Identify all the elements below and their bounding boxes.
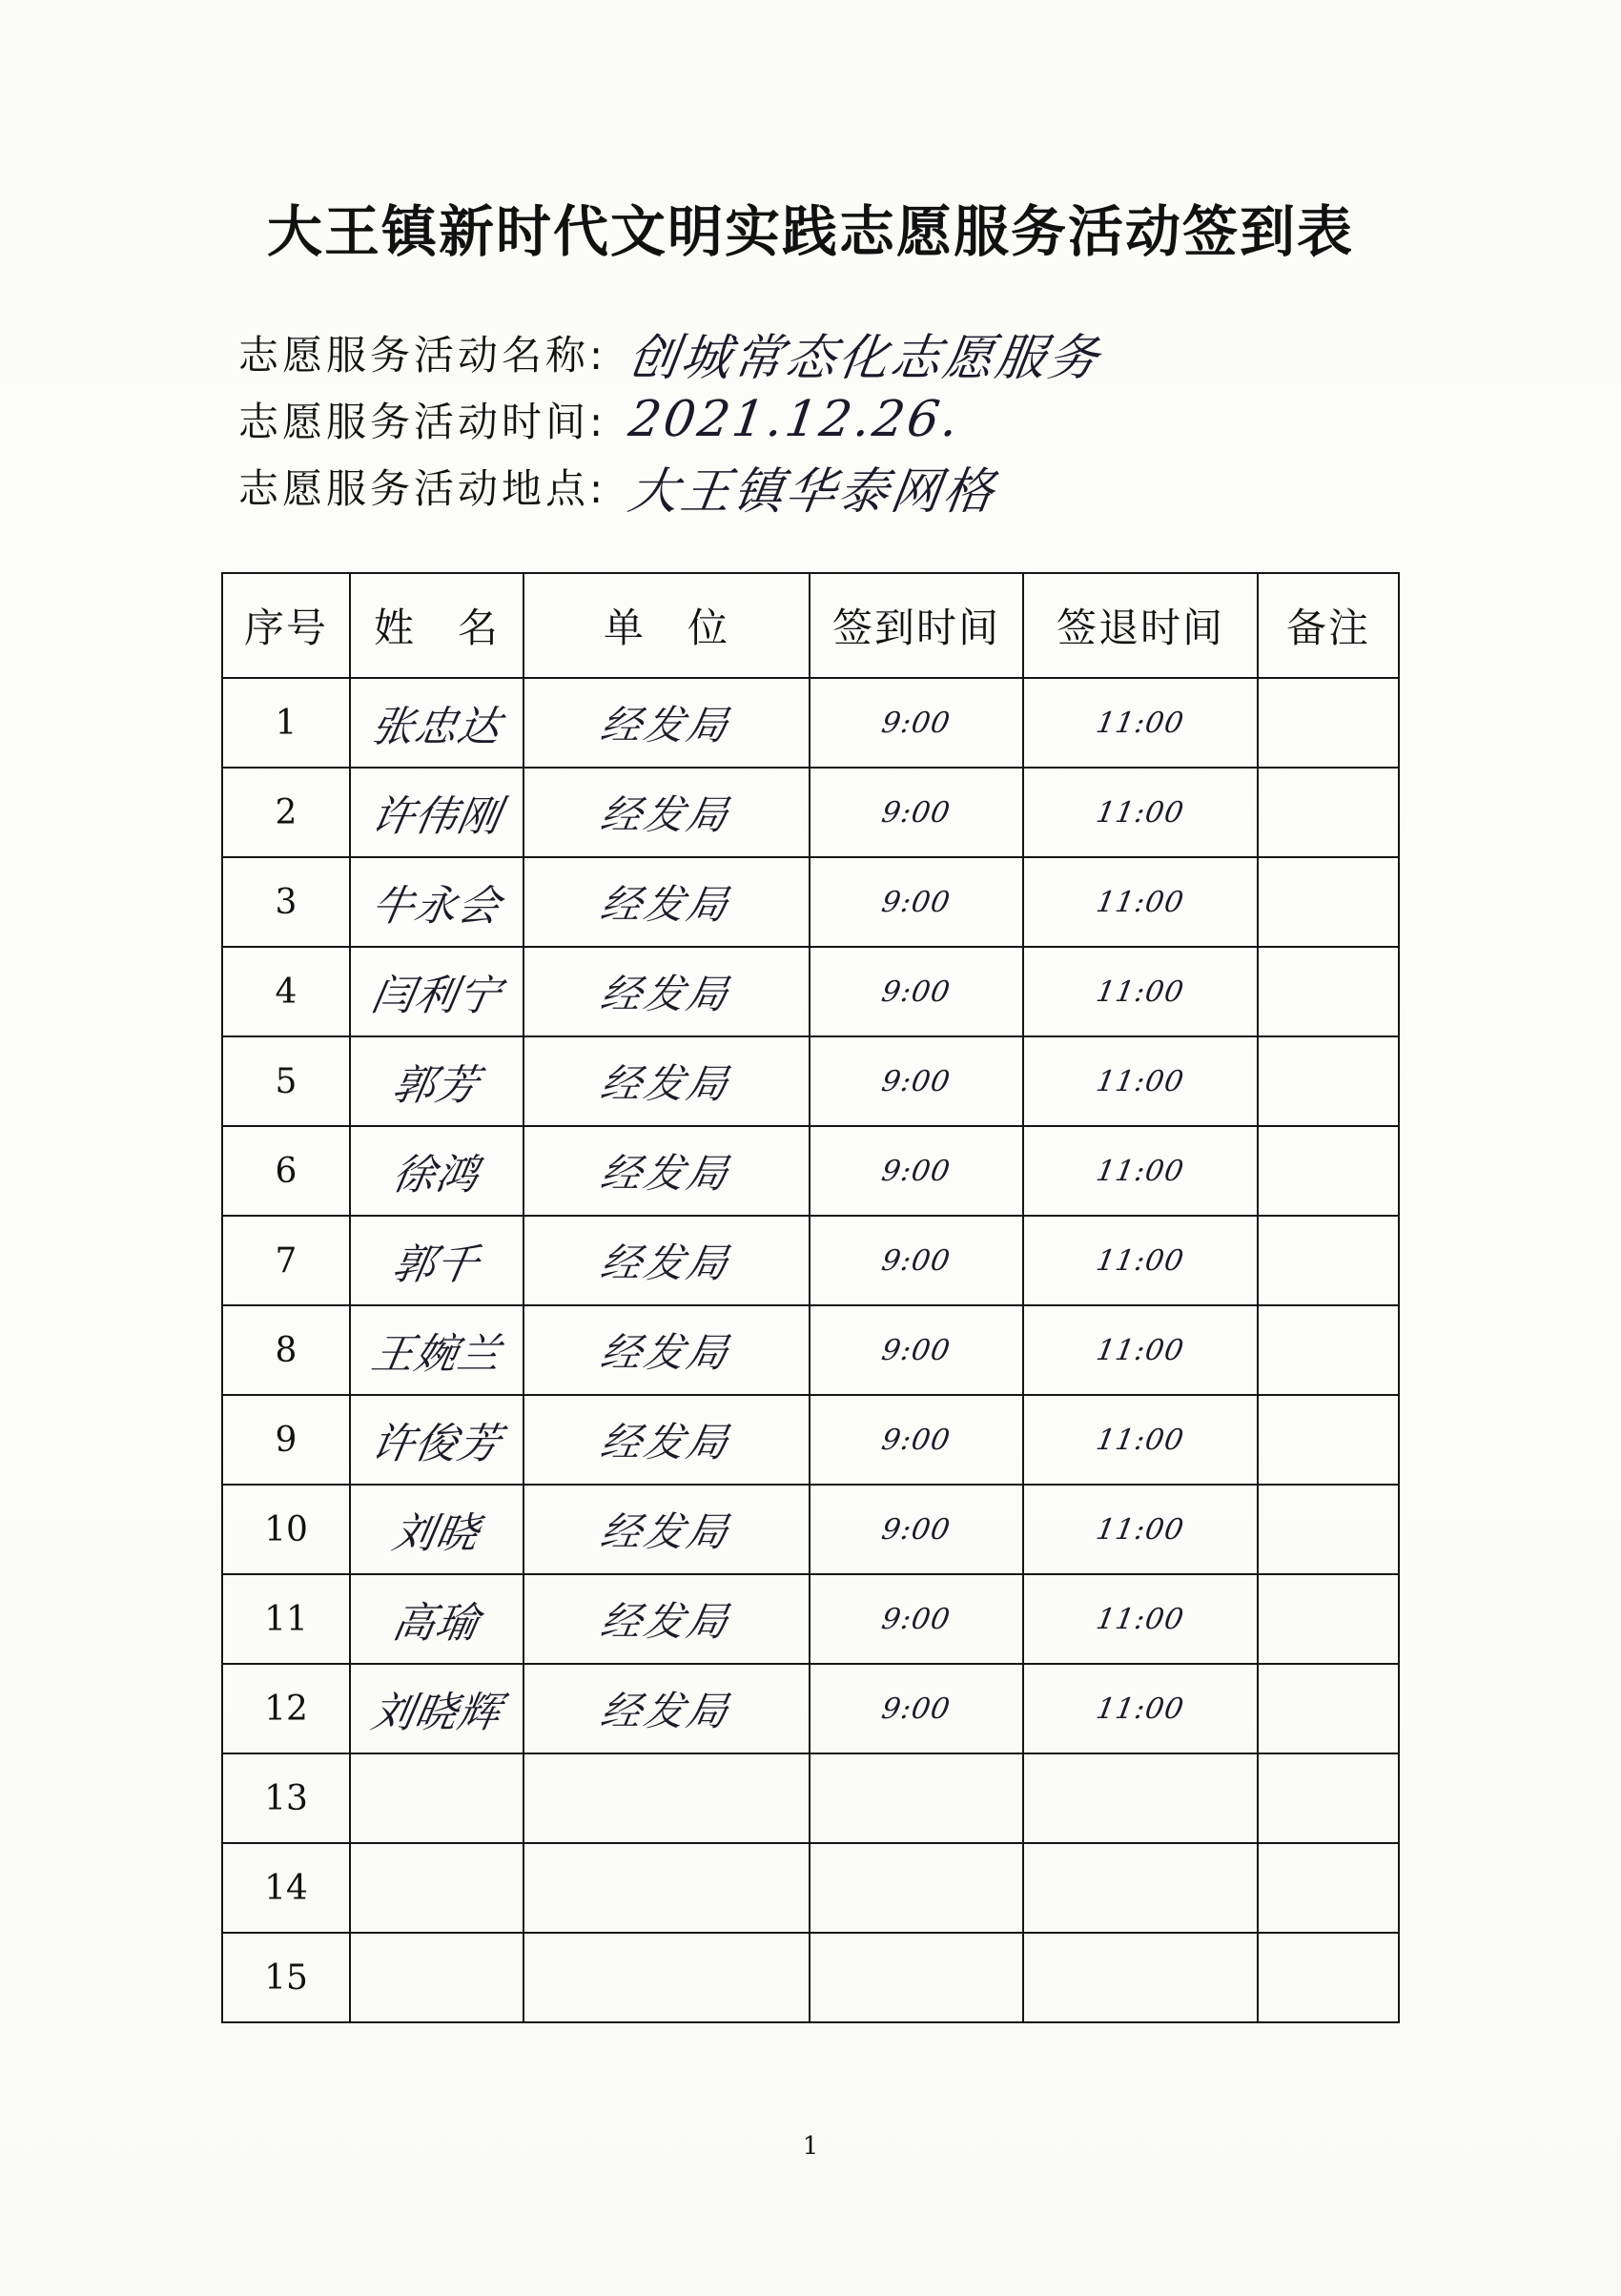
note-cell xyxy=(1258,1753,1399,1843)
sign-out-cell xyxy=(1023,1574,1258,1664)
table-row xyxy=(222,678,1399,768)
row-number: 13 xyxy=(222,1753,350,1843)
note-cell xyxy=(1258,1216,1399,1305)
unit-cell xyxy=(523,768,810,857)
activity-time-value: 2021.12.26. xyxy=(625,391,965,448)
unit-cell xyxy=(523,1485,810,1574)
signature-name: 郭芳 xyxy=(388,1061,483,1110)
note-cell xyxy=(1258,1933,1399,2022)
table-header-row xyxy=(222,573,1399,678)
note-cell xyxy=(1258,1485,1399,1574)
signature-name: 高瑜 xyxy=(388,1599,483,1648)
signature-name: 刘晓 xyxy=(388,1509,483,1558)
row-number: 12 xyxy=(222,1664,350,1753)
unit-text: 经发局 xyxy=(597,702,735,748)
row-number: 2 xyxy=(222,768,350,857)
sign-out-time: 11:00 xyxy=(1094,706,1187,740)
sign-in-cell xyxy=(810,1933,1023,2022)
note-cell xyxy=(1258,1843,1399,1933)
table-row xyxy=(222,1305,1399,1395)
name-cell xyxy=(350,1126,523,1216)
unit-text: 经发局 xyxy=(597,1419,735,1466)
table-row xyxy=(222,1664,1399,1753)
sign-in-time: 9:00 xyxy=(879,1423,954,1457)
activity-place-label: 志愿服务活动地点: xyxy=(238,465,607,512)
unit-text: 经发局 xyxy=(597,1598,735,1645)
sign-out-cell xyxy=(1023,1126,1258,1216)
sign-out-time: 11:00 xyxy=(1094,1423,1187,1457)
sign-out-cell xyxy=(1023,947,1258,1036)
unit-text: 经发局 xyxy=(597,881,735,928)
sign-out-cell xyxy=(1023,1664,1258,1753)
name-cell xyxy=(350,1395,523,1485)
note-cell xyxy=(1258,1036,1399,1126)
name-cell xyxy=(350,1216,523,1305)
header-no: 序号 xyxy=(222,573,350,678)
sign-in-cell xyxy=(810,857,1023,947)
note-cell xyxy=(1258,678,1399,768)
row-number: 15 xyxy=(222,1933,350,2022)
unit-cell xyxy=(523,857,810,947)
unit-cell xyxy=(523,1843,810,1933)
row-number: 5 xyxy=(222,1036,350,1126)
sign-in-cell xyxy=(810,1843,1023,1933)
sign-in-cell xyxy=(810,1753,1023,1843)
signature-name: 刘晓辉 xyxy=(367,1689,505,1737)
sign-in-cell xyxy=(810,1216,1023,1305)
table-row xyxy=(222,1485,1399,1574)
sign-in-time: 9:00 xyxy=(879,1064,954,1098)
name-cell xyxy=(350,1664,523,1753)
sign-in-time: 9:00 xyxy=(879,1333,954,1367)
sign-out-time: 11:00 xyxy=(1094,974,1187,1009)
name-cell xyxy=(350,857,523,947)
unit-text: 经发局 xyxy=(597,1150,735,1197)
note-cell xyxy=(1258,857,1399,947)
sign-out-cell xyxy=(1023,1485,1258,1574)
sign-out-time: 11:00 xyxy=(1094,1602,1187,1636)
sign-in-cell xyxy=(810,1305,1023,1395)
sign-out-time: 11:00 xyxy=(1094,1512,1187,1547)
name-cell xyxy=(350,1485,523,1574)
unit-cell xyxy=(523,1036,810,1126)
name-cell xyxy=(350,1036,523,1126)
name-cell xyxy=(350,678,523,768)
sign-in-cell xyxy=(810,1574,1023,1664)
header-unit: 单 位 xyxy=(523,573,810,678)
unit-text: 经发局 xyxy=(597,1329,735,1376)
note-cell xyxy=(1258,1126,1399,1216)
signature-name: 徐鸿 xyxy=(388,1151,483,1199)
activity-name-value: 创城常态化志愿服务 xyxy=(625,329,1105,387)
note-cell xyxy=(1258,1305,1399,1395)
row-number: 8 xyxy=(222,1305,350,1395)
row-number: 14 xyxy=(222,1843,350,1933)
unit-cell xyxy=(523,1395,810,1485)
name-cell xyxy=(350,1753,523,1843)
note-cell xyxy=(1258,1395,1399,1485)
unit-cell xyxy=(523,1933,810,2022)
sign-out-time: 11:00 xyxy=(1094,1333,1187,1367)
row-number: 9 xyxy=(222,1395,350,1485)
table-row xyxy=(222,1753,1399,1843)
activity-place-value: 大王镇华泰网格 xyxy=(625,462,1000,521)
row-number: 10 xyxy=(222,1485,350,1574)
header-sign-in: 签到时间 xyxy=(810,573,1023,678)
sign-in-cell xyxy=(810,947,1023,1036)
row-number: 11 xyxy=(222,1574,350,1664)
sign-out-time: 11:00 xyxy=(1094,1243,1187,1278)
sign-out-cell xyxy=(1023,1843,1258,1933)
sign-in-time: 9:00 xyxy=(879,706,954,740)
activity-time-label: 志愿服务活动时间: xyxy=(238,399,607,445)
sign-out-cell xyxy=(1023,768,1258,857)
note-cell xyxy=(1258,1664,1399,1753)
table-row xyxy=(222,1395,1399,1485)
sign-out-cell xyxy=(1023,678,1258,768)
unit-text: 经发局 xyxy=(597,1508,735,1555)
sign-out-time: 11:00 xyxy=(1094,795,1187,830)
unit-text: 经发局 xyxy=(597,971,735,1017)
name-cell xyxy=(350,1843,523,1933)
activity-name-label: 志愿服务活动名称: xyxy=(238,332,607,379)
document-title: 大王镇新时代文明实践志愿服务活动签到表 xyxy=(266,199,1354,264)
sign-in-time: 9:00 xyxy=(879,885,954,919)
table-row xyxy=(222,768,1399,857)
sign-in-cell xyxy=(810,1485,1023,1574)
table-row xyxy=(222,1036,1399,1126)
sign-out-cell xyxy=(1023,1216,1258,1305)
unit-text: 经发局 xyxy=(597,1060,735,1107)
unit-cell xyxy=(523,1216,810,1305)
unit-text: 经发局 xyxy=(597,1688,735,1734)
sign-out-cell xyxy=(1023,1036,1258,1126)
sign-in-table xyxy=(221,572,1400,2023)
name-cell xyxy=(350,768,523,857)
table-row xyxy=(222,947,1399,1036)
row-number: 4 xyxy=(222,947,350,1036)
signature-name: 牛永会 xyxy=(367,882,505,931)
unit-cell xyxy=(523,1664,810,1753)
sign-out-cell xyxy=(1023,857,1258,947)
sign-in-cell xyxy=(810,1395,1023,1485)
row-number: 3 xyxy=(222,857,350,947)
signature-name: 郭千 xyxy=(388,1240,483,1289)
sign-in-time: 9:00 xyxy=(879,1691,954,1726)
table-row xyxy=(222,857,1399,947)
row-number: 7 xyxy=(222,1216,350,1305)
sign-in-time: 9:00 xyxy=(879,795,954,830)
unit-cell xyxy=(523,1753,810,1843)
sign-out-cell xyxy=(1023,1933,1258,2022)
sign-in-time: 9:00 xyxy=(879,1512,954,1547)
signature-name: 闫利宁 xyxy=(367,972,505,1020)
row-number: 1 xyxy=(222,678,350,768)
unit-text: 经发局 xyxy=(597,791,735,838)
unit-cell xyxy=(523,678,810,768)
note-cell xyxy=(1258,1574,1399,1664)
header-note: 备注 xyxy=(1258,573,1399,678)
table-row xyxy=(222,1216,1399,1305)
sign-out-time: 11:00 xyxy=(1094,1154,1187,1188)
unit-cell xyxy=(523,1574,810,1664)
signature-name: 许俊芳 xyxy=(367,1420,505,1468)
name-cell xyxy=(350,1305,523,1395)
unit-cell xyxy=(523,947,810,1036)
sign-out-time: 11:00 xyxy=(1094,885,1187,919)
page-number: 1 xyxy=(802,2132,819,2161)
sign-in-cell xyxy=(810,678,1023,768)
activity-name-row xyxy=(238,319,1105,387)
sign-in-time: 9:00 xyxy=(879,1154,954,1188)
note-cell xyxy=(1258,768,1399,857)
unit-text: 经发局 xyxy=(597,1240,735,1286)
header-name: 姓 名 xyxy=(350,573,523,678)
table-row xyxy=(222,1126,1399,1216)
sign-in-cell xyxy=(810,1126,1023,1216)
sign-in-cell xyxy=(810,1664,1023,1753)
signature-name: 许伟刚 xyxy=(367,792,505,841)
name-cell xyxy=(350,1933,523,2022)
signature-name: 张忠达 xyxy=(367,703,505,751)
header-sign-out: 签退时间 xyxy=(1023,573,1258,678)
unit-cell xyxy=(523,1305,810,1395)
sign-out-time: 11:00 xyxy=(1094,1064,1187,1098)
signature-name: 王婉兰 xyxy=(367,1330,505,1379)
row-number: 6 xyxy=(222,1126,350,1216)
sign-out-time: 11:00 xyxy=(1094,1691,1187,1726)
table-row xyxy=(222,1574,1399,1664)
sign-in-time: 9:00 xyxy=(879,974,954,1009)
sign-in-time: 9:00 xyxy=(879,1602,954,1636)
unit-cell xyxy=(523,1126,810,1216)
sign-out-cell xyxy=(1023,1753,1258,1843)
activity-time-row xyxy=(238,386,965,453)
sign-in-cell xyxy=(810,768,1023,857)
activity-place-row xyxy=(238,453,1000,521)
sign-in-cell xyxy=(810,1036,1023,1126)
name-cell xyxy=(350,947,523,1036)
note-cell xyxy=(1258,947,1399,1036)
table-row xyxy=(222,1933,1399,2022)
name-cell xyxy=(350,1574,523,1664)
sign-in-time: 9:00 xyxy=(879,1243,954,1278)
sign-out-cell xyxy=(1023,1395,1258,1485)
sign-out-cell xyxy=(1023,1305,1258,1395)
table-row xyxy=(222,1843,1399,1933)
